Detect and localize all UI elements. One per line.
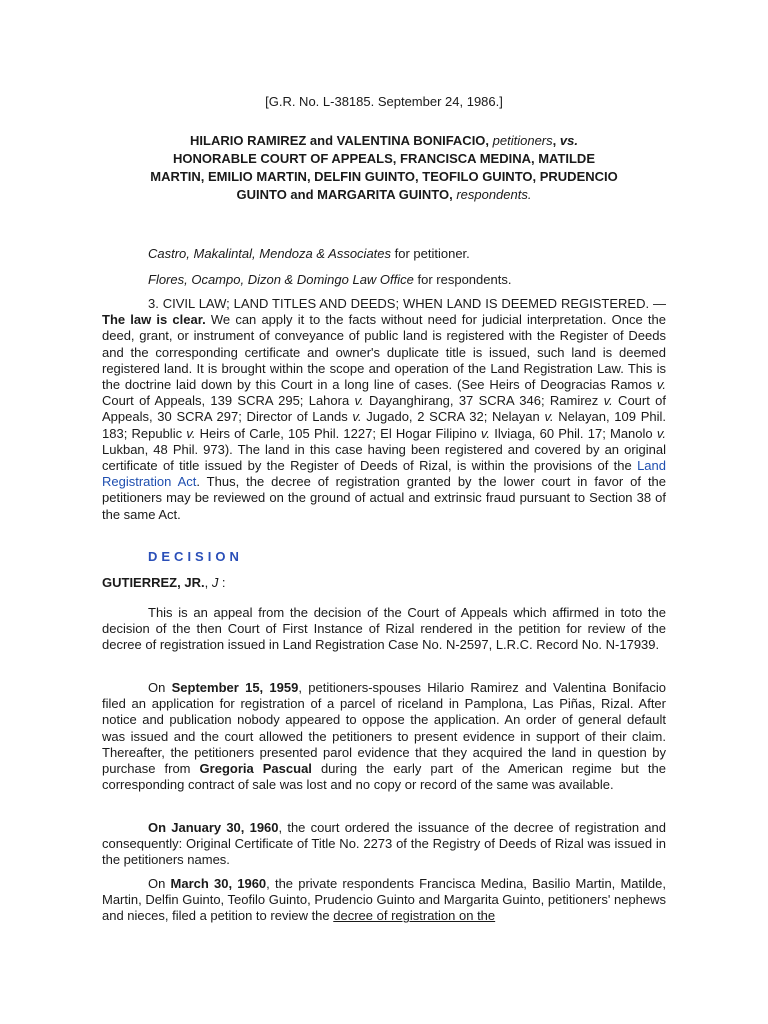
counsel-petitioner — [148, 246, 470, 261]
paragraph-3: On January 30, 1960, the court ordered the issuance of the decree of registration and consequently: Original Certificate of Title No. 2273 of the Registry of Deeds of Rizal was issued in the petitioners names. — [102, 820, 666, 868]
petitioners-names: HILARIO RAMIREZ and VALENTINA BONIFACIO — [190, 133, 486, 148]
date-mar-30-1960: March 30, 1960 — [170, 876, 267, 891]
syllabus-paragraph: 3. CIVIL LAW; LAND TITLES AND DEEDS; WHEN LAND IS DEEMED REGISTERED. — The law is clear. We can apply it to the facts without need for judicial interpretation. Once the deed, grant, or instrument of conveyance of public land is registered with the Register of Deeds and the corresponding certificate and owner's duplicate title is issued, such land is deemed registered land. It is brought within the scope and operation of the Land Registration Law. This is the doctrine laid down by this Court in a long line of cases. (See Heirs of Deogracias Ramos v. Court of Appeals, 139 SCRA 295; Lahora v. Dayanghirang, 37 SCRA 346; Ramirez v. Court of Appeals, 30 SCRA 297; Director of Lands v. Jugado, 2 SCRA 32; Nelayan v. Nelayan, 109 Phil. 183; Republic v. Heirs of Carle, 105 Phil. 1227; El Hogar Filipino v. Ilviaga, 60 Phil. 17; Manolo v. Lukban, 48 Phil. 973). The land in this case having been registered and covered by an original certificate of title issued by the Register of Deeds of Rizal, is within the provisions of the Land Registration Act. Thus, the decree of registration granted by the lower court in favor of the petitioners may be reviewed on the ground of actual and extrinsic fraud pursuant to Section 38 of the same Act. — [102, 296, 667, 522]
respondent-suffix: for respondents. — [413, 272, 512, 287]
case-caption: HILARIO RAMIREZ and VALENTINA BONIFACIO, petitioners, vs. HONORABLE COURT OF APPEALS, FRANCISCA MEDINA, MATILDE MARTIN, EMILIO MARTIN, DELFIN GUINTO, TEOFILO GUINTO, PRUDENCIO GUINTO and MARGARITA GUINTO, respondents. — [150, 133, 618, 202]
versus: vs. — [559, 133, 578, 148]
petitioner-suffix: for petitioner. — [391, 246, 470, 261]
ponente-name: GUTIERREZ, JR. — [102, 575, 205, 590]
ponente-title: J — [211, 575, 219, 590]
case-number: [G.R. No. L-38185. September 24, 1986.] — [265, 94, 503, 109]
counsel-respondent — [148, 272, 511, 287]
respondent-firm: Flores, Ocampo, Dizon & Domingo Law Office — [148, 272, 414, 287]
petitioner-firm: Castro, Makalintal, Mendoza & Associates — [148, 246, 392, 261]
respondents-label: respondents — [456, 187, 528, 202]
paragraph-2: On September 15, 1959, petitioners-spouses Hilario Ramirez and Valentina Bonifacio filed an application for registration of a parcel of riceland in Pamplona, Las Piñas, Rizal. After notice and publication nobody appeared to oppose the application. An order of general default was issued and the court allowed the petitioners to present evidence in support of their claim. Thereafter, the petitioners presented parol evidence that they acquired the land in question by purchase from Gregoria Pascual during the early part of the American regime but the corresponding contract of sale was lost and no copy or record of the same was available. — [102, 680, 666, 793]
paragraph-1: This is an appeal from the decision of the Court of Appeals which affirmed in toto the decision of the then Court of First Instance of Rizal rendered in the petition for review of the decree of registration issued in Land Registration Case No. N-2597, L.R.C. Record No. N-17939. — [102, 605, 666, 653]
respondents-names: HONORABLE COURT OF APPEALS, FRANCISCA MEDINA, MATILDE MARTIN, EMILIO MARTIN, DELFIN GUINTO, TEOFILO GUINTO, PRUDENCIO GUINTO and MARGARITA GUINTO — [150, 151, 618, 202]
syllabus-bold-lead: The law is clear. — [102, 312, 206, 328]
ponente: GUTIERREZ, JR., J : — [102, 575, 226, 590]
date-sept-15-1959: September 15, 1959 — [171, 680, 299, 695]
underlined-phrase: decree of registration on the — [333, 908, 496, 924]
name-gregoria-pascual: Gregoria Pascual — [199, 761, 312, 777]
land-registration-act-link[interactable]: Land Registration Act — [102, 458, 666, 490]
paragraph-4: On March 30, 1960, the private respondents Francisca Medina, Basilio Martin, Matilde, Martin, Delfin Guinto, Teofilo Guinto, Prudencio Guinto and Margarita Guinto, petitioners' nephews and nieces, filed a petition to review the decree of registration on the — [102, 876, 666, 924]
date-jan-30-1960: On January 30, 1960 — [148, 820, 279, 835]
decision-heading: DECISION — [148, 549, 243, 564]
petitioners-label: petitioners — [492, 133, 553, 148]
